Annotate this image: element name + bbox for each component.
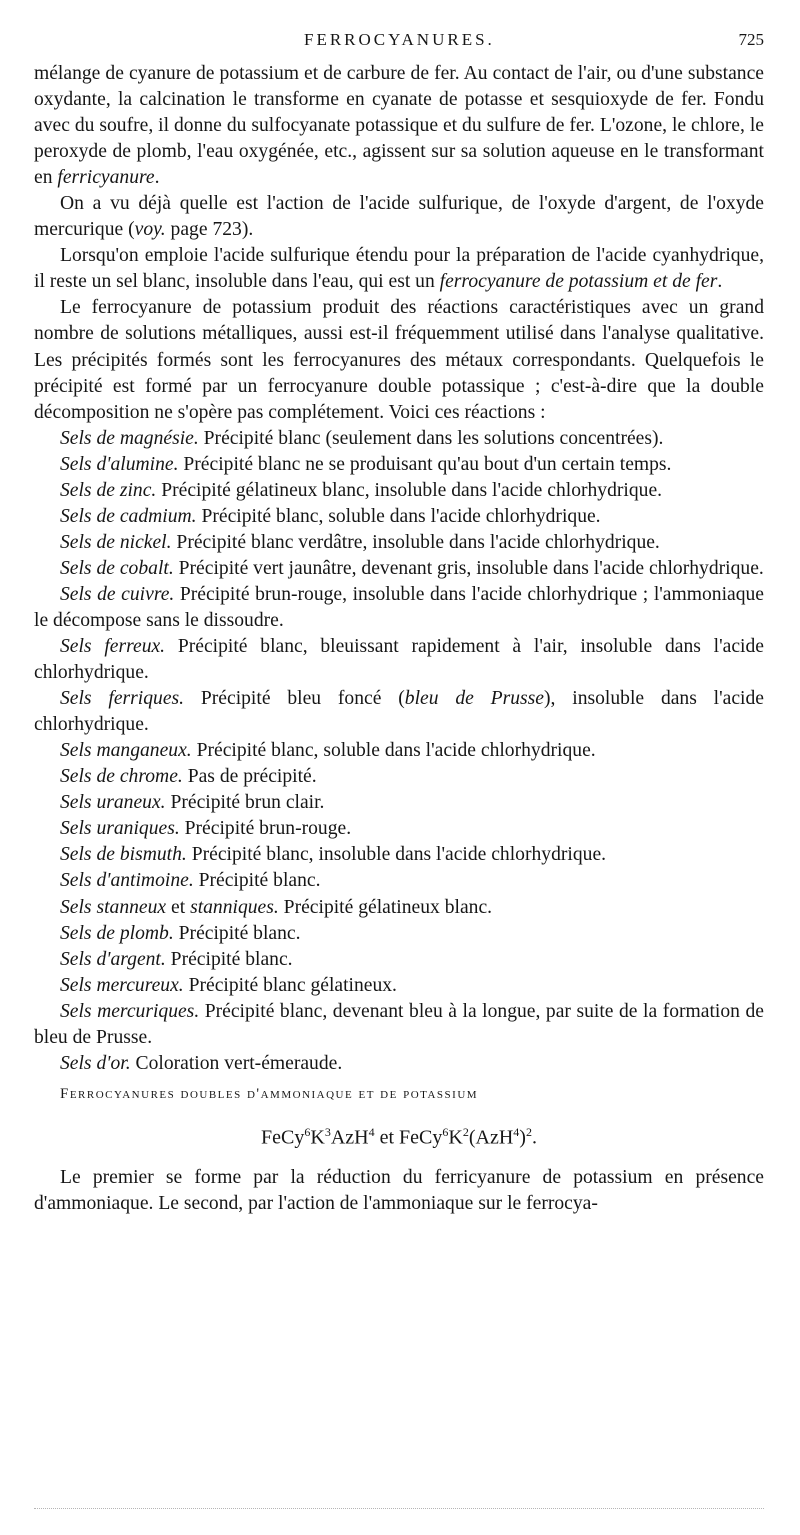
reaction-item: Sels de zinc. Précipité gélatineux blanc, insoluble dans l'acide chlorhydrique.: [60, 479, 663, 501]
paragraph-double-ferrocyanures: Le premier se forme par la réduction du ferricyanure de potassium en présence d'ammoniaque. Le second, par l'action de l'ammoniaque sur le ferrocya-: [34, 1166, 764, 1214]
term-ferrocyanure-fer: ferrocyanure de potassium et de fer: [439, 271, 718, 293]
reaction-item: Sels mercureux. Précipité blanc gélatineux.: [60, 974, 397, 996]
running-head: FERROCYANURES.: [304, 30, 495, 49]
paragraph-analysis: Le ferrocyanure de potassium produit des réactions caractéristiques avec un grand nombre de solutions métalliques, aussi est-il fréquemment utilisé dans l'analyse qualitative. Les précipités formés sont les ferrocyanures des métaux correspondants. Quelquefois le précipité est formé par un ferrocyanure double potassique ; c'est-à-dire que la double décomposition ne s'opère pas complétement. Voici ces réactions :: [34, 297, 764, 423]
reaction-item: Sels de magnésie. Précipité blanc (seulement dans les solutions concentrées).: [60, 427, 664, 449]
reaction-item: Sels de nickel. Précipité blanc verdâtre, insoluble dans l'acide chlorhydrique.: [60, 531, 660, 553]
reaction-item: Sels d'or. Coloration vert-émeraude.: [60, 1052, 343, 1074]
reaction-item: Sels d'antimoine. Précipité blanc.: [60, 870, 321, 892]
reaction-item: Sels de chrome. Pas de précipité.: [60, 766, 317, 788]
reaction-item: Sels d'argent. Précipité blanc.: [60, 948, 293, 970]
paragraph-sulfuric-acid: Lorsqu'on emploie l'acide sulfurique étendu pour la préparation de l'acide cyanhydrique, il reste un sel blanc, insoluble dans l'eau, qui est un ferrocyanure de potassium et de fer.: [34, 245, 764, 293]
page-header: [34, 30, 764, 56]
reaction-item: Sels de cuivre. Précipité brun-rouge, insoluble dans l'acide chlorhydrique ; l'ammoniaque le décompose sans le dissoudre.: [34, 583, 764, 631]
paragraph-continuation: mélange de cyanure de potassium et de carbure de fer. Au contact de l'air, ou d'une substance oxydante, la calcination le transforme en cyanate de potasse et sesquioxyde de fer. Fondu avec du soufre, il donne du sulfocyanate potassique et du sulfure de fer. L'ozone, le chlore, le peroxyde de plomb, l'eau oxygénée, etc., agissent sur sa solution aqueuse en le transformant en ferricyanure.: [34, 63, 764, 189]
page-number: 725: [738, 30, 764, 49]
paragraph-reactions-recap: On a vu déjà quelle est l'action de l'acide sulfurique, de l'oxyde d'argent, de l'oxyde mercurique (voy. page 723).: [34, 193, 764, 241]
reaction-item: Sels uraneux. Précipité brun clair.: [60, 792, 325, 814]
reaction-item: Sels de cadmium. Précipité blanc, soluble dans l'acide chlorhydrique.: [60, 505, 601, 527]
reaction-item: Sels ferreux. Précipité blanc, bleuissant rapidement à l'air, insoluble dans l'acide chlorhydrique.: [34, 636, 764, 684]
footer-rule: [34, 1508, 764, 1509]
reaction-item: Sels de cobalt. Précipité vert jaunâtre, devenant gris, insoluble dans l'acide chlorhydrique.: [60, 557, 764, 579]
reaction-item: Sels de bismuth. Précipité blanc, insoluble dans l'acide chlorhydrique.: [60, 844, 607, 866]
term-ferricyanure: ferricyanure: [57, 167, 155, 189]
reaction-item: Sels ferriques. Précipité bleu foncé (bleu de Prusse), insoluble dans l'acide chlorhydrique.: [34, 688, 764, 736]
page-body: [34, 61, 764, 1217]
reaction-item: Sels de plomb. Précipité blanc.: [60, 922, 301, 944]
reaction-item: Sels mercuriques. Précipité blanc, devenant bleu à la longue, par suite de la formation de bleu de Prusse.: [34, 1000, 764, 1048]
abbrev-voy: voy.: [134, 219, 166, 241]
section-title: Ferrocyanures doubles d'ammoniaque et de potassium: [60, 1085, 479, 1102]
reaction-item: Sels stanneux et stanniques. Précipité gélatineux blanc.: [60, 896, 493, 918]
reaction-item: Sels manganeux. Précipité blanc, soluble dans l'acide chlorhydrique.: [60, 740, 596, 762]
reaction-list: [34, 426, 764, 1077]
reaction-item: Sels uraniques. Précipité brun-rouge.: [60, 818, 352, 840]
chemical-formula: $FeCy^6K^3AzH^4$ et $FeCy^6K^2(AzH^4)^2$.: [261, 1124, 537, 1149]
reaction-item: Sels d'alumine. Précipité blanc ne se produisant qu'au bout d'un certain temps.: [60, 453, 672, 475]
